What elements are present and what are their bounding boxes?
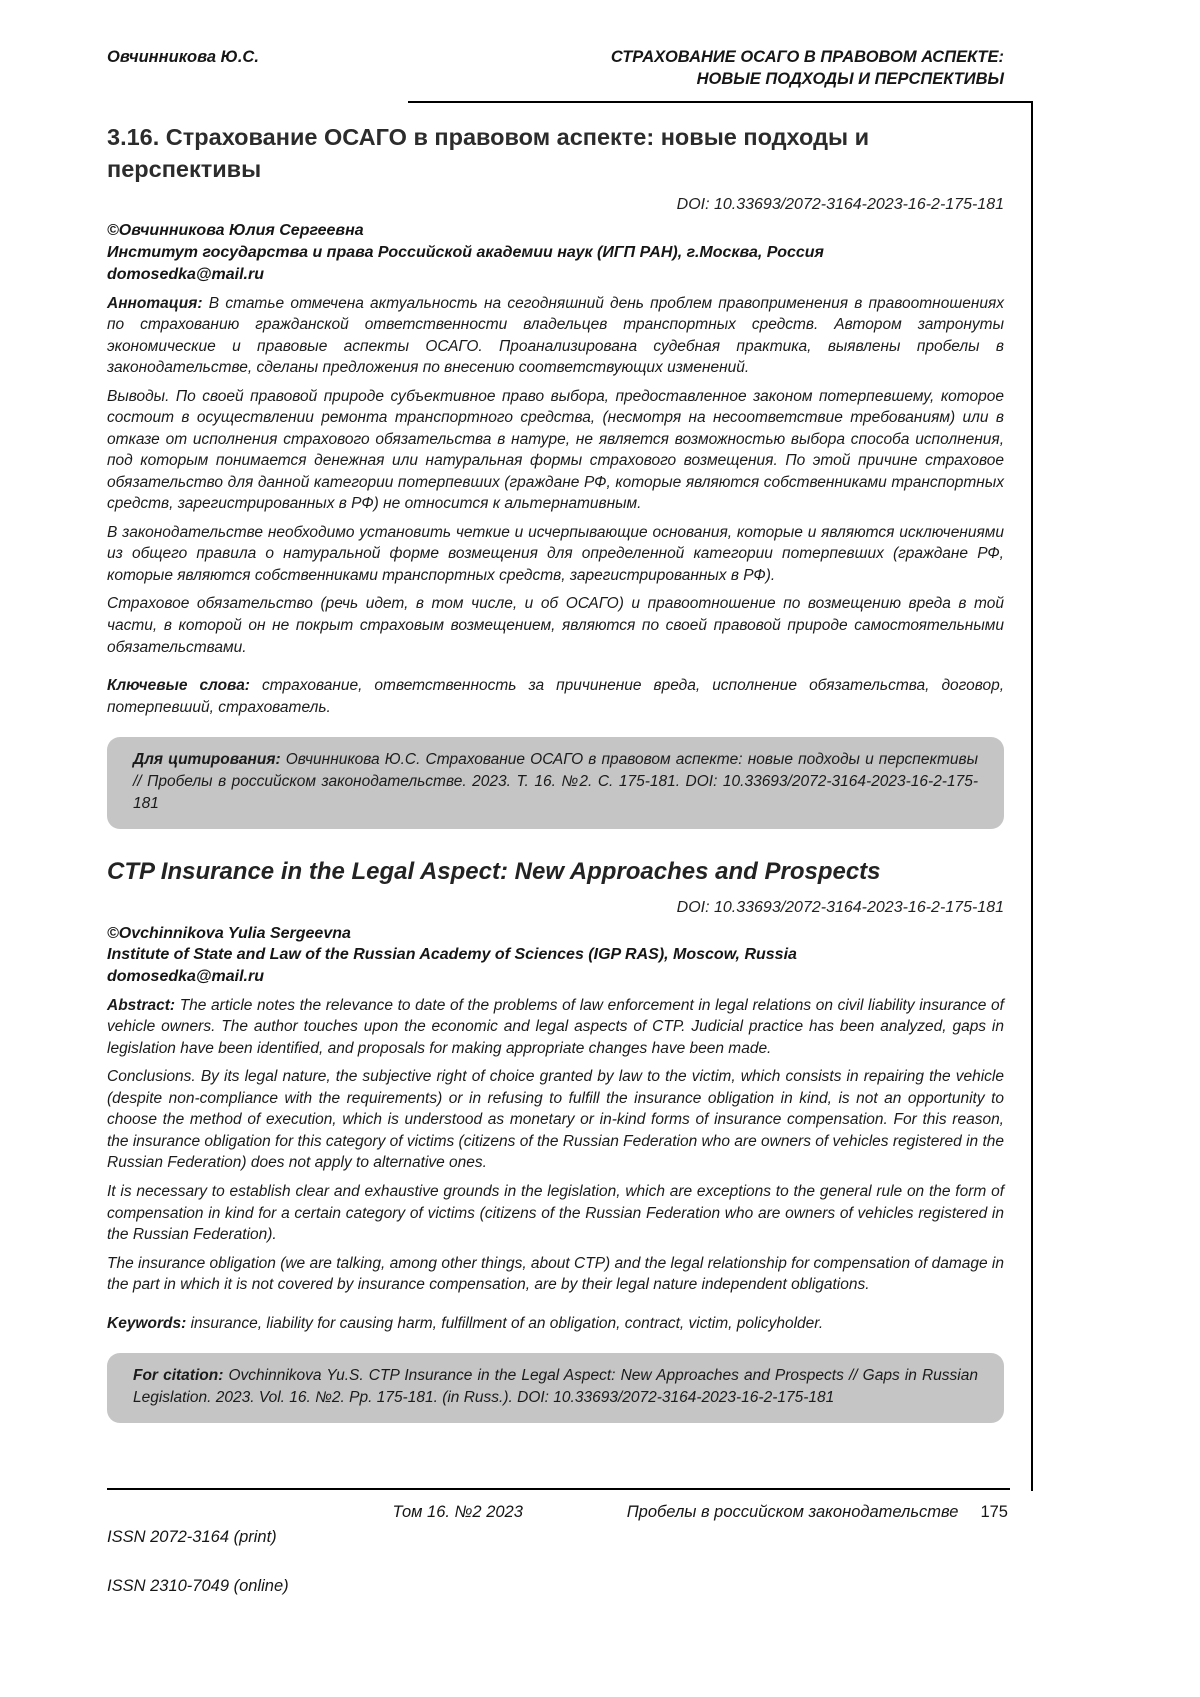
citation-label-en: For citation:	[133, 1367, 224, 1385]
running-head-author: Овчинникова Ю.С.	[107, 48, 259, 66]
author-block-ru	[107, 220, 1004, 285]
email-ru: domosedka@mail.ru	[107, 265, 264, 283]
running-head-title	[611, 46, 1004, 91]
affiliation-en: Institute of State and Law of the Russian Academy of Sciences (IGP RAS), Moscow, Russia	[107, 946, 797, 964]
author-name-en: ©Ovchinnikova Yulia Sergeevna	[107, 924, 351, 942]
running-head	[107, 0, 1004, 91]
abstract-en	[107, 995, 1004, 1060]
author-name-ru: ©Овчинникова Юлия Сергеевна	[107, 222, 364, 240]
keywords-en	[107, 1313, 1004, 1335]
issn-block	[107, 1500, 289, 1624]
keywords-text-ru: страхование, ответственность за причинение вреда, исполнение обязательства, договор, потерпевший, страхователь.	[107, 677, 1005, 716]
citation-box-en	[107, 1353, 1004, 1423]
running-head-title-line1: СТРАХОВАНИЕ ОСАГО В ПРАВОВОМ АСПЕКТЕ:	[610, 48, 1004, 66]
paragraph-ru-obligation: Страховое обязательство (речь идет, в том числе, и об ОСАГО) и правоотношение по возмещению вреда в той части, в которой он не покрыт страховым возмещением, являются по своей правовой природе самостоятельными обязательствами.	[107, 595, 1004, 656]
doi-ru: DOI: 10.33693/2072-3164-2023-16-2-175-181	[676, 196, 1004, 214]
citation-box-ru	[107, 737, 1004, 829]
citation-text-en: Ovchinnikova Yu.S. CTP Insurance in the Legal Aspect: New Approaches and Prospects // Gaps in Russian Legislation. 2023. Vol. 16. №2. Pp. 175-181. (in Russ.). DOI: 10.33693/2072-3164-2023-16-2-175-181	[133, 1367, 978, 1407]
footer-volume: Том 16. №2 2023	[392, 1503, 523, 1521]
paragraph-en-conclusions: Conclusions. By its legal nature, the subjective right of choice granted by law to the victim, which consists in repairing the vehicle (despite non-compliance with the requirements) or in refusing to fulfill the insurance obligation in kind, is not an opportunity to choose the method of execution, which is understood as monetary or in-kind forms of insurance compensation. For this reason, the insurance obligation for this category of victims (citizens of the Russian Federation who are owners of vehicles registered in the Russian Federation) does not apply to alternative ones.	[107, 1068, 1004, 1172]
paragraph-en-legislation: It is necessary to establish clear and exhaustive grounds in the legislation, which are exceptions to the general rule on the form of compensation in kind for a certain category of victims (citizens of the Russian Federation who are owners of vehicles registered in the Russian Federation).	[107, 1183, 1004, 1244]
paragraph-ru-legislation: В законодательстве необходимо установить четкие и исчерпывающие основания, которые и являются исключениями из общего правила о натуральной форме возмещения для определенной категории потерпевших (граждане РФ, которые являются собственниками транспортных средств, зарегистрированных в РФ).	[107, 523, 1004, 584]
keywords-label-en: Keywords:	[107, 1314, 187, 1332]
abstract-label-en: Abstract:	[107, 996, 176, 1014]
footer-rule	[107, 1488, 1010, 1490]
paragraph-en-obligation: The insurance obligation (we are talking, among other things, about CTP) and the legal relationship for compensation of damage in the part in which it is not covered by insurance compensation, are by their legal nature independent obligations.	[107, 1254, 1004, 1294]
article-title-ru: 3.16. Страхование ОСАГО в правовом аспекте: новые подходы и перспективы	[107, 123, 870, 183]
keywords-text-en: insurance, liability for causing harm, fulfillment of an obligation, contract, victim, policyholder.	[190, 1314, 824, 1332]
doi-en: DOI: 10.33693/2072-3164-2023-16-2-175-181	[676, 898, 1004, 916]
citation-label-ru: Для цитирования:	[133, 751, 281, 769]
footer-journal-name: Пробелы в российском законодательстве	[626, 1503, 959, 1521]
issn-print: ISSN 2072-3164 (print)	[107, 1527, 277, 1546]
footer-right	[627, 1500, 1008, 1525]
keywords-label-ru: Ключевые слова:	[107, 677, 250, 695]
page-number: 175	[980, 1503, 1008, 1521]
right-margin-rule	[1031, 101, 1033, 1491]
running-head-title-line2: НОВЫЕ ПОДХОДЫ И ПЕРСПЕКТИВЫ	[696, 70, 1004, 89]
abstract-ru	[107, 293, 1004, 379]
page-content	[107, 0, 1004, 1423]
abstract-text-en: The article notes the relevance to date of the problems of law enforcement in legal relations on civil liability insurance of vehicle owners. The author touches upon the economic and legal aspects of CTP. Judicial practice has been analyzed, gaps in legislation have been identified, and proposals for making appropriate changes have been made.	[107, 996, 1004, 1057]
author-block-en	[107, 923, 1004, 988]
page-footer	[107, 1500, 1008, 1624]
keywords-ru	[107, 675, 1004, 718]
abstract-text-ru: В статье отмечена актуальность на сегодняшний день проблем правоприменения в правоотношениях по страхованию гражданской ответственности владельцев транспортных средств. Автором затронуты экономические и правовые аспекты ОСАГО. Проанализирована судебная практика, выявлены пробелы в законодательстве, сделаны предложения по внесению соответствующих изменений.	[107, 294, 1004, 377]
abstract-label-ru: Аннотация:	[107, 294, 203, 312]
citation-text-ru: Овчинникова Ю.С. Страхование ОСАГО в правовом аспекте: новые подходы и перспективы // Пробелы в российском законодательстве. 2023. Т. 16. №2. С. 175-181. DOI: 10.33693/2072-3164-2023-16-2-175-181	[133, 751, 978, 813]
issn-online: ISSN 2310-7049 (online)	[107, 1577, 289, 1596]
article-title-en: CTP Insurance in the Legal Aspect: New Approaches and Prospects	[107, 858, 881, 886]
affiliation-ru: Институт государства и права Российской академии наук (ИГП РАН), г.Москва, Россия	[107, 244, 824, 262]
paragraph-ru-conclusions: Выводы. По своей правовой природе субъективное право выбора, предоставленное законом потерпевшему, которое состоит в осуществлении ремонта транспортного средства, (несмотря на несоответствие требованиям) или в отказе от исполнения страхового обязательства в натуре, не является возможностью выбора способа исполнения, под которым понимается денежная или натуральная формы страхового возмещения. По этой причине страховое обязательство для данной категории потерпевших (граждане РФ, которые являются собственниками транспортных средств, зарегистрированных в РФ) не относится к альтернативным.	[107, 387, 1004, 513]
email-en: domosedka@mail.ru	[107, 968, 264, 986]
